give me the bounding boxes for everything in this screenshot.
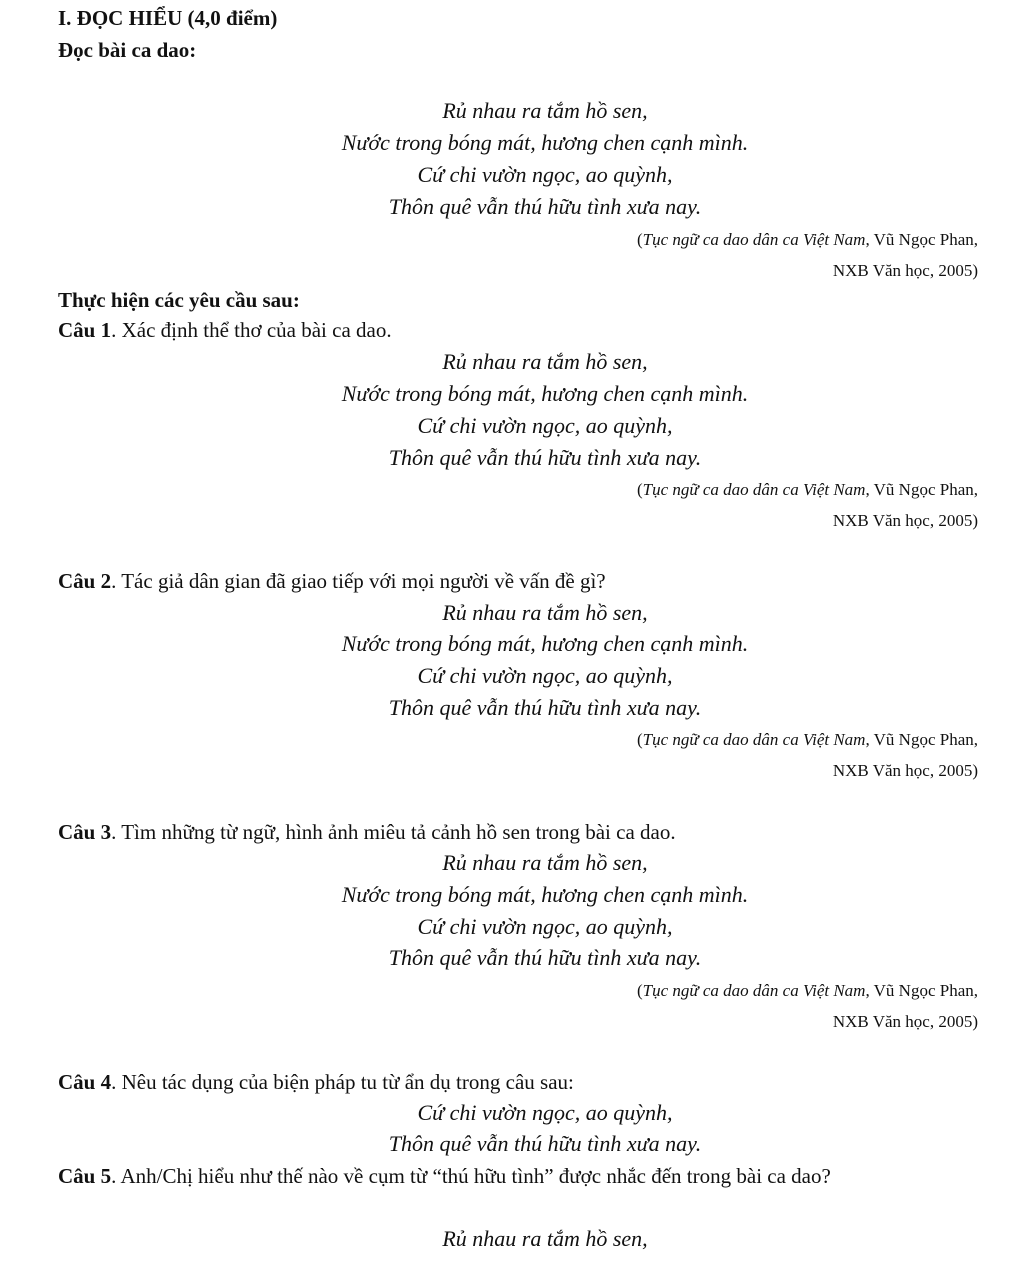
poem-line: Nước trong bóng mát, hương chen cạnh mình.: [341, 631, 749, 656]
poem-line: Thôn quê vẫn thú hữu tình xưa nay.: [388, 1131, 702, 1156]
source-book: Tục ngữ ca dao dân ca Việt Nam: [642, 480, 866, 499]
source-publisher: NXB Văn học, 2005): [832, 761, 978, 780]
poem-line: Thôn quê vẫn thú hữu tình xưa nay.: [388, 945, 702, 970]
question-2: [58, 567, 606, 595]
source-book: Tục ngữ ca dao dân ca Việt Nam: [642, 230, 866, 249]
intro-text: Đọc bài ca dao:: [58, 38, 197, 62]
poem-line: Rủ nhau ra tắm hồ sen,: [442, 850, 648, 875]
question-label: Câu 1: [58, 318, 112, 342]
poem-line: Nước trong bóng mát, hương chen cạnh mình.: [341, 882, 749, 907]
poem-line: Rủ nhau ra tắm hồ sen,: [442, 98, 648, 123]
source-citation: (Tục ngữ ca dao dân ca Việt Nam, Vũ Ngọc Phan,: [636, 730, 978, 749]
poem-line: Cứ chi vườn ngọc, ao quỳnh,: [417, 1100, 673, 1125]
poem-line: Rủ nhau ra tắm hồ sen,: [442, 349, 648, 374]
source-author: , Vũ Ngọc Phan,: [865, 981, 978, 1000]
section-heading: I. ĐỌC HIỂU (4,0 điểm): [58, 6, 278, 30]
question-label: Câu 2: [58, 569, 112, 593]
source-book: Tục ngữ ca dao dân ca Việt Nam: [642, 730, 866, 749]
question-text: . Xác định thể thơ của bài ca dao.: [111, 318, 392, 342]
source-publisher: NXB Văn học, 2005): [832, 1012, 978, 1031]
question-4: [58, 1068, 574, 1096]
source-book: Tục ngữ ca dao dân ca Việt Nam: [642, 981, 866, 1000]
question-label: Câu 5: [58, 1164, 112, 1188]
poem-line: Cứ chi vườn ngọc, ao quỳnh,: [417, 914, 673, 939]
question-3: [58, 818, 676, 846]
source-citation: (Tục ngữ ca dao dân ca Việt Nam, Vũ Ngọc Phan,: [636, 981, 978, 1000]
question-text: . Nêu tác dụng của biện pháp tu từ ẩn dụ trong câu sau:: [111, 1070, 574, 1094]
poem-line: Rủ nhau ra tắm hồ sen,: [442, 600, 648, 625]
source-publisher: NXB Văn học, 2005): [832, 261, 978, 280]
poem-line: Rủ nhau ra tắm hồ sen,: [442, 1226, 648, 1251]
source-citation: (Tục ngữ ca dao dân ca Việt Nam, Vũ Ngọc Phan,: [636, 230, 978, 249]
source-citation: (Tục ngữ ca dao dân ca Việt Nam, Vũ Ngọc Phan,: [636, 480, 978, 499]
poem-line: Nước trong bóng mát, hương chen cạnh mình.: [341, 130, 749, 155]
source-publisher: NXB Văn học, 2005): [832, 511, 978, 530]
poem-line: Cứ chi vườn ngọc, ao quỳnh,: [417, 162, 673, 187]
question-1: [58, 316, 392, 344]
poem-line: Thôn quê vẫn thú hữu tình xưa nay.: [388, 194, 702, 219]
source-author: , Vũ Ngọc Phan,: [865, 480, 978, 499]
poem-line: Thôn quê vẫn thú hữu tình xưa nay.: [388, 445, 702, 470]
question-text: . Tìm những từ ngữ, hình ảnh miêu tả cảnh hồ sen trong bài ca dao.: [111, 820, 676, 844]
source-author: , Vũ Ngọc Phan,: [865, 730, 978, 749]
question-text: . Anh/Chị hiểu như thế nào về cụm từ “thú hữu tình” được nhắc đến trong bài ca dao?: [111, 1164, 831, 1188]
question-label: Câu 3: [58, 820, 112, 844]
poem-line: Cứ chi vườn ngọc, ao quỳnh,: [417, 413, 673, 438]
poem-line: Nước trong bóng mát, hương chen cạnh mình.: [341, 381, 749, 406]
tasks-heading: Thực hiện các yêu cầu sau:: [58, 288, 300, 312]
source-author: , Vũ Ngọc Phan,: [865, 230, 978, 249]
question-label: Câu 4: [58, 1070, 112, 1094]
question-text: . Tác giả dân gian đã giao tiếp với mọi người về vấn đề gì?: [111, 569, 606, 593]
poem-line: Thôn quê vẫn thú hữu tình xưa nay.: [388, 695, 702, 720]
poem-line: Cứ chi vườn ngọc, ao quỳnh,: [417, 663, 673, 688]
question-5: [58, 1162, 982, 1190]
